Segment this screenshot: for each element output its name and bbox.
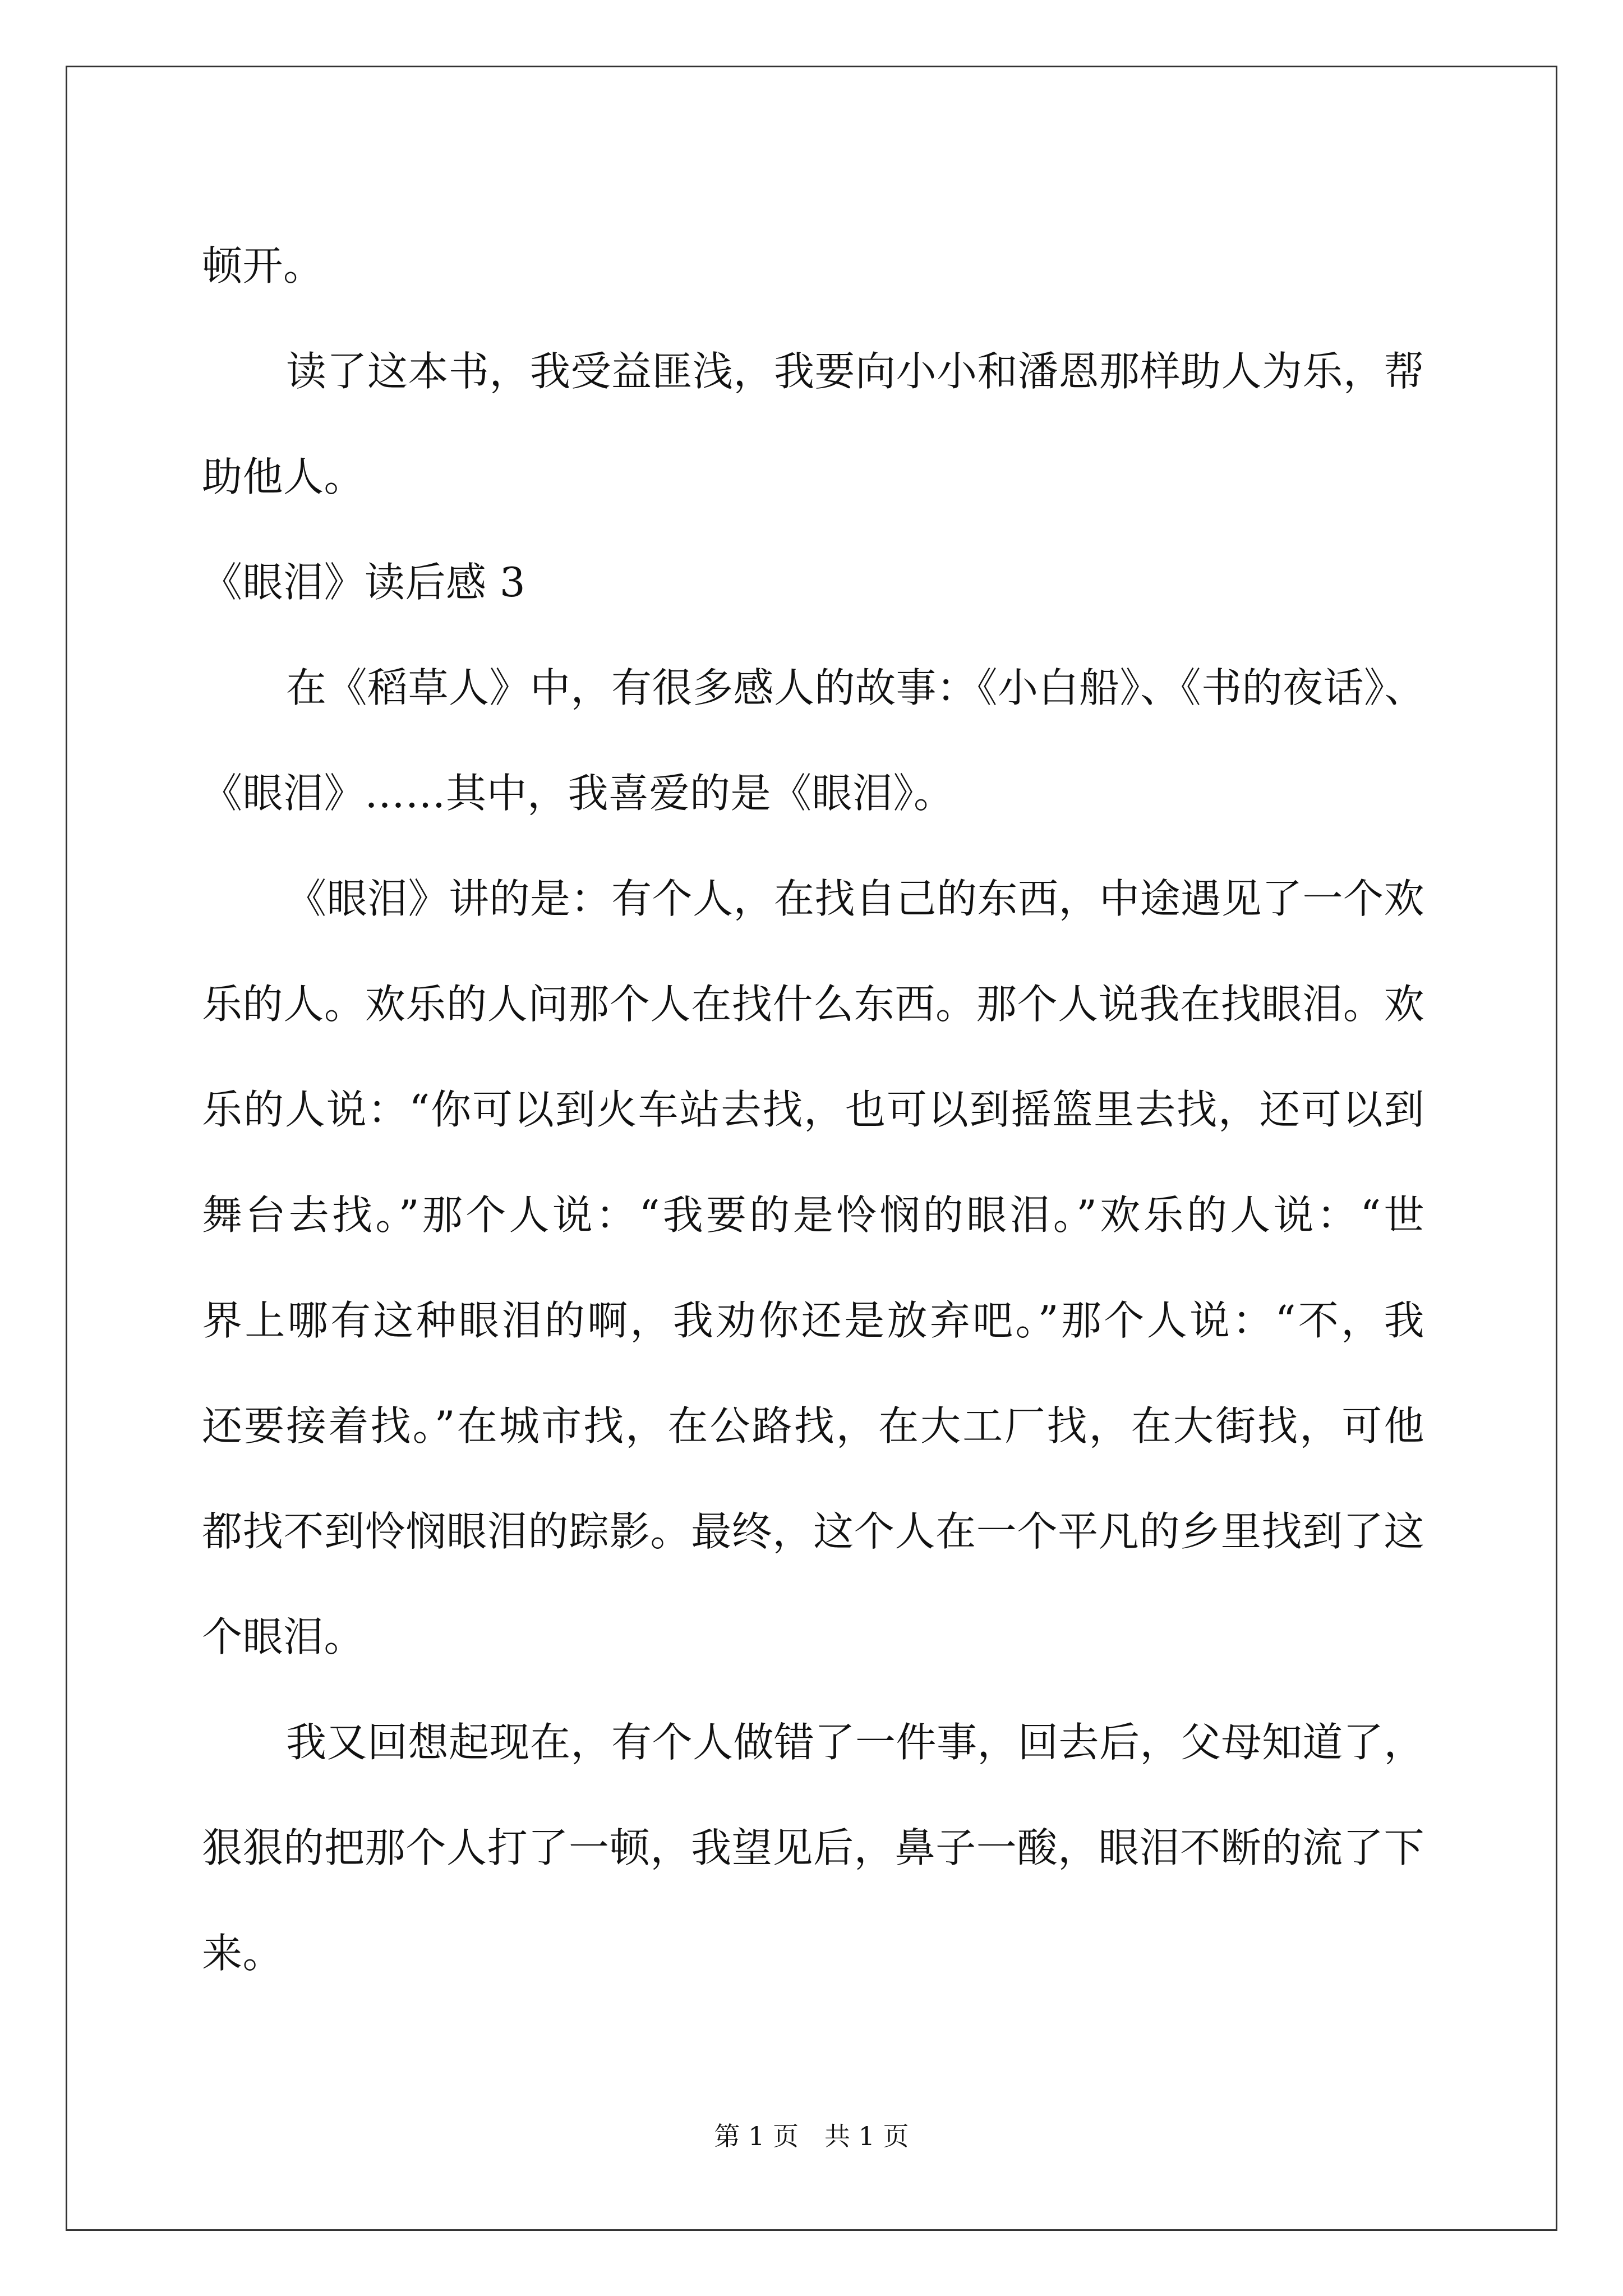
text-line: 个眼泪。	[202, 1613, 365, 1660]
text-line: 狠狠的把那个人打了一顿，我望见后，鼻子一酸，眼泪不断的流了下	[202, 1824, 1424, 1871]
text-line: 读了这本书，我受益匪浅，我要向小小和潘恩那样助人为乐，帮	[286, 348, 1425, 395]
text-line: 我又回想起现在，有个人做错了一件事，回去后，父母知道了，	[286, 1719, 1425, 1766]
section-heading: 《眼泪》读后感 3	[202, 559, 526, 606]
document-body	[202, 213, 1424, 2006]
text-line: 顿开。	[202, 242, 324, 289]
text-line: 《眼泪》……其中，我喜爱的是《眼泪》。	[202, 770, 955, 817]
text-line: 都找不到怜悯眼泪的踪影。最终，这个人在一个平凡的乡里找到了这	[202, 1508, 1424, 1555]
text-line: 舞台去找。”那个人说：“我要的是怜悯的眼泪。”欢乐的人说：“世	[202, 1191, 1424, 1239]
text-line: 乐的人说：“你可以到火车站去找，也可以到摇篮里去找，还可以到	[202, 1086, 1424, 1133]
text-line: 还要接着找。”在城市找，在公路找，在大工厂找，在大街找，可他	[202, 1402, 1424, 1450]
text-line: 界上哪有这种眼泪的啊，我劝你还是放弃吧。”那个人说：“不，我	[202, 1297, 1424, 1344]
text-line: 助他人。	[202, 453, 365, 500]
text-line: 乐的人。欢乐的人问那个人在找什么东西。那个人说我在找眼泪。欢	[202, 981, 1424, 1028]
text-line: 来。	[202, 1930, 284, 1977]
page-number: 第 1 页 共 1 页	[714, 2121, 909, 2151]
text-line: 在《稻草人》中，有很多感人的故事：《小白船》、《书的夜话》、	[286, 664, 1426, 711]
text-line: 《眼泪》讲的是：有个人，在找自己的东西，中途遇见了一个欢	[286, 875, 1425, 922]
